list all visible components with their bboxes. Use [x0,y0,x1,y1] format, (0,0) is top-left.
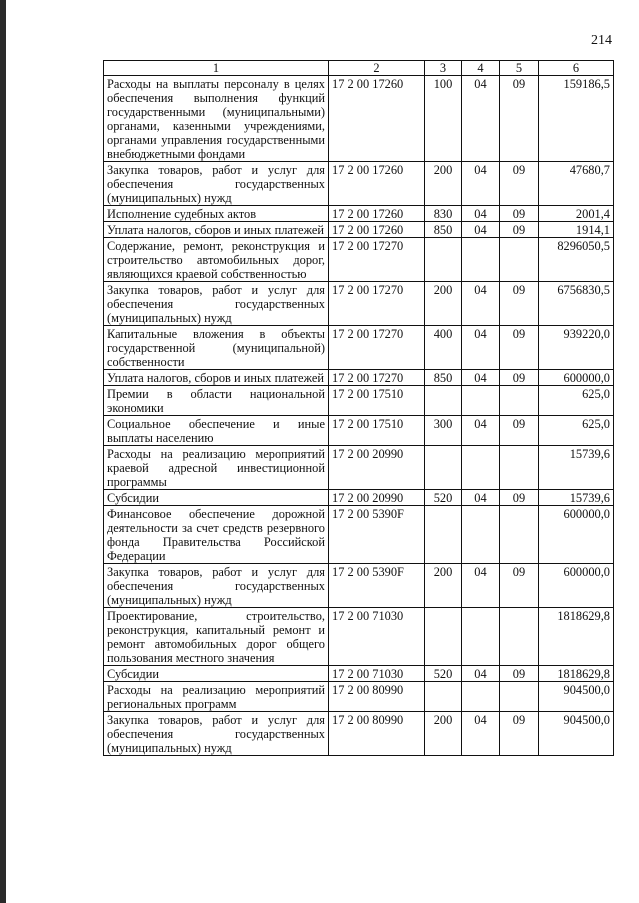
row-subsection-cell: 09 [500,490,539,506]
row-section-cell [462,608,500,666]
row-expense-type-cell: 300 [425,416,462,446]
table-row [104,162,614,206]
row-section-cell: 04 [462,222,500,238]
row-subsection-cell: 09 [500,222,539,238]
row-subsection-cell [500,608,539,666]
row-amount-cell: 6756830,5 [539,282,614,326]
row-name-cell: Субсидии [104,490,329,506]
row-amount-cell: 904500,0 [539,712,614,756]
table-row [104,446,614,490]
row-amount-cell: 600000,0 [539,564,614,608]
row-subsection-cell: 09 [500,666,539,682]
row-name-cell: Финансовое обеспечение дорожной деятельности за счет средств резервного фонда Правительства Российской Федерации [104,506,329,564]
row-name-cell: Проектирование, строительство, реконструкция, капитальный ремонт и ремонт автомобильных дорог общего пользования местного значения [104,608,329,666]
row-amount-cell: 47680,7 [539,162,614,206]
row-section-cell: 04 [462,666,500,682]
row-name-cell: Расходы на реализацию мероприятий краевой адресной инвестиционной программы [104,446,329,490]
row-amount-cell: 2001,4 [539,206,614,222]
row-subsection-cell [500,506,539,564]
scan-edge [0,0,6,903]
row-expense-type-cell: 520 [425,666,462,682]
row-expense-type-cell: 100 [425,76,462,162]
row-name-cell: Уплата налогов, сборов и иных платежей [104,370,329,386]
row-amount-cell: 15739,6 [539,490,614,506]
table-header-row [104,61,614,76]
row-code-cell: 17 2 00 17270 [329,282,425,326]
row-expense-type-cell: 520 [425,490,462,506]
row-code-cell: 17 2 00 17510 [329,416,425,446]
row-name-cell: Закупка товаров, работ и услуг для обеспечения государственных (муниципальных) нужд [104,712,329,756]
row-section-cell [462,238,500,282]
row-code-cell: 17 2 00 71030 [329,666,425,682]
row-expense-type-cell [425,506,462,564]
row-subsection-cell: 09 [500,712,539,756]
row-section-cell: 04 [462,490,500,506]
row-code-cell: 17 2 00 17270 [329,238,425,282]
row-amount-cell: 600000,0 [539,506,614,564]
table-row [104,564,614,608]
row-subsection-cell: 09 [500,416,539,446]
row-code-cell: 17 2 00 17260 [329,76,425,162]
row-amount-cell: 1818629,8 [539,608,614,666]
row-expense-type-cell: 830 [425,206,462,222]
table-row [104,416,614,446]
row-code-cell: 17 2 00 17260 [329,162,425,206]
row-code-cell: 17 2 00 80990 [329,682,425,712]
row-name-cell: Капитальные вложения в объекты государственной (муниципальной) собственности [104,326,329,370]
row-subsection-cell: 09 [500,326,539,370]
row-expense-type-cell [425,682,462,712]
row-section-cell: 04 [462,712,500,756]
row-section-cell: 04 [462,206,500,222]
row-section-cell: 04 [462,162,500,206]
table-row [104,222,614,238]
row-subsection-cell: 09 [500,282,539,326]
row-code-cell: 17 2 00 17270 [329,370,425,386]
row-section-cell [462,446,500,490]
row-name-cell: Содержание, ремонт, реконструкция и строительство автомобильных дорог, являющихся краевой собственностью [104,238,329,282]
row-expense-type-cell [425,238,462,282]
row-section-cell [462,506,500,564]
row-expense-type-cell [425,608,462,666]
row-expense-type-cell: 400 [425,326,462,370]
row-code-cell: 17 2 00 20990 [329,446,425,490]
table-row [104,666,614,682]
row-code-cell: 17 2 00 71030 [329,608,425,666]
row-section-cell: 04 [462,564,500,608]
table-row [104,490,614,506]
column-header: 5 [500,61,539,76]
row-name-cell: Закупка товаров, работ и услуг для обеспечения государственных (муниципальных) нужд [104,564,329,608]
row-subsection-cell [500,446,539,490]
row-section-cell: 04 [462,416,500,446]
row-subsection-cell: 09 [500,206,539,222]
row-expense-type-cell: 200 [425,564,462,608]
row-subsection-cell [500,238,539,282]
row-amount-cell: 625,0 [539,386,614,416]
row-expense-type-cell [425,446,462,490]
row-amount-cell: 625,0 [539,416,614,446]
row-code-cell: 17 2 00 17270 [329,326,425,370]
row-name-cell: Премии в области национальной экономики [104,386,329,416]
row-code-cell: 17 2 00 5390F [329,506,425,564]
row-expense-type-cell: 850 [425,370,462,386]
row-amount-cell: 1818629,8 [539,666,614,682]
row-section-cell: 04 [462,76,500,162]
column-header: 1 [104,61,329,76]
row-name-cell: Субсидии [104,666,329,682]
table-row [104,206,614,222]
table-row [104,370,614,386]
table-row [104,76,614,162]
table-row [104,326,614,370]
row-section-cell [462,386,500,416]
row-expense-type-cell: 200 [425,282,462,326]
row-expense-type-cell: 200 [425,162,462,206]
row-expense-type-cell: 200 [425,712,462,756]
column-header: 2 [329,61,425,76]
row-section-cell [462,682,500,712]
row-name-cell: Уплата налогов, сборов и иных платежей [104,222,329,238]
row-subsection-cell: 09 [500,370,539,386]
row-expense-type-cell: 850 [425,222,462,238]
table-row [104,282,614,326]
row-section-cell: 04 [462,370,500,386]
row-name-cell: Расходы на реализацию мероприятий региональных программ [104,682,329,712]
row-amount-cell: 600000,0 [539,370,614,386]
row-name-cell: Закупка товаров, работ и услуг для обеспечения государственных (муниципальных) нужд [104,162,329,206]
column-header: 4 [462,61,500,76]
row-amount-cell: 939220,0 [539,326,614,370]
table-row [104,712,614,756]
row-amount-cell: 8296050,5 [539,238,614,282]
row-code-cell: 17 2 00 17510 [329,386,425,416]
column-header: 6 [539,61,614,76]
row-name-cell: Закупка товаров, работ и услуг для обеспечения государственных (муниципальных) нужд [104,282,329,326]
row-expense-type-cell [425,386,462,416]
row-name-cell: Расходы на выплаты персоналу в целях обеспечения выполнения функций государственными (муниципальными) органами, казенными учреждениями, органами управления государственными внебюджетными фондами [104,76,329,162]
table-row [104,238,614,282]
row-name-cell: Исполнение судебных актов [104,206,329,222]
table-row [104,386,614,416]
row-subsection-cell: 09 [500,76,539,162]
row-code-cell: 17 2 00 80990 [329,712,425,756]
row-subsection-cell: 09 [500,564,539,608]
row-subsection-cell [500,682,539,712]
row-section-cell: 04 [462,326,500,370]
row-section-cell: 04 [462,282,500,326]
row-subsection-cell: 09 [500,162,539,206]
column-header: 3 [425,61,462,76]
table-row [104,506,614,564]
budget-table [103,60,614,756]
table-row [104,682,614,712]
row-code-cell: 17 2 00 17260 [329,222,425,238]
row-code-cell: 17 2 00 20990 [329,490,425,506]
row-code-cell: 17 2 00 17260 [329,206,425,222]
row-code-cell: 17 2 00 5390F [329,564,425,608]
row-amount-cell: 15739,6 [539,446,614,490]
table-row [104,608,614,666]
row-amount-cell: 159186,5 [539,76,614,162]
row-amount-cell: 904500,0 [539,682,614,712]
row-amount-cell: 1914,1 [539,222,614,238]
page-number: 214 [591,33,612,48]
row-name-cell: Социальное обеспечение и иные выплаты населению [104,416,329,446]
row-subsection-cell [500,386,539,416]
table-body [104,61,614,756]
